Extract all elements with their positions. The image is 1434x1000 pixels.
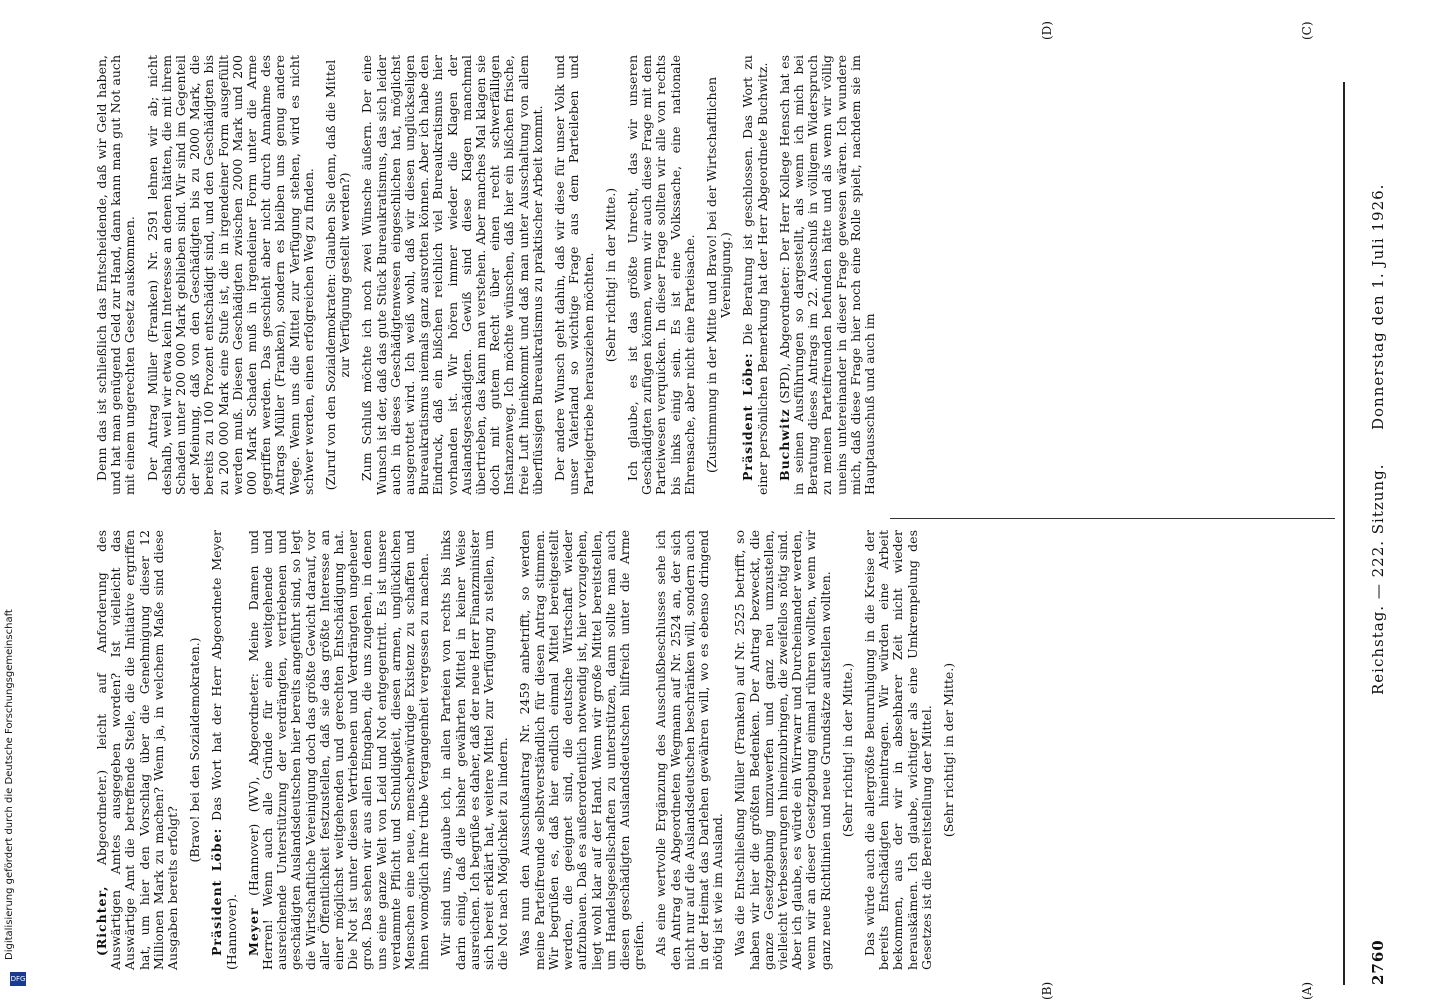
speaker-name: (Richter, [94, 885, 109, 956]
speaker-name: Präsident Löbe: [209, 827, 225, 956]
paragraph-text: Der Antrag Müller (Franken) Nr. 2591 lehnen wir ab; nicht deshalb, weil wir etwa kein Interesse an denen hätten, die mit ihrem Schaden unter 200 000 Mark geblieben sind. Wir sind im Gegenteil der Meinung, daß von den Geschädigten bis zu 2000 Mark, die bereits zu 100 Prozent entschädigt sind, und den Geschädigten bis zu 200 000 Mark eine Stufe ist, die in irgendeiner Form ausgefüllt werden muß. Diesen Geschädigten zwischen 2000 Mark und 200 000 Mark Schaden muß in irgendeiner Form unter die Arme gegriffen werden. Das geschieht aber nicht durch Annahme des Antrags Müller (Franken), sondern es bleiben uns genug andere Wege. Wenn uns die Mittel zur Verfügung stehen, wird es nicht schwer werden, einen erfolgreichen Weg zu finden. [144, 55, 316, 495]
interjection-text: (Sehr richtig! in der Mitte.) [602, 187, 618, 363]
speech-opening [210, 530, 238, 970]
paragraph [439, 530, 510, 970]
interjection [942, 530, 956, 970]
speech-opening [247, 530, 432, 970]
paragraph-text: Der Herr Kollege Hensch hat es in seinen Ausführungen so dargestellt, als wenn ich mich bei Beratung dieses Antrags im 22. Ausschuß in völligem Widerspruch zu meinen Parteifreunden befunden hätte und als wenn wir völlig uneins untereinander in dieser Frage gewesen wären. Ich wundere mich, daß diese Frage hier noch eine Rolle spielt, nachdem sie im Hauptausschuß und auch im [776, 55, 877, 495]
paragraph-text: Zum Schluß möchte ich noch zwei Wünsche äußern. Der eine Wunsch ist der, daß das gute Stück Bureaukratismus, das sich leider auch in dieses Geschädigtenwesen eingeschlichen hat, möglichst ausgerottet wird. Ich weiß wohl, daß wir diesen unglückseligen Bureaukratismus niemals ganz ausrotten können. Aber ich habe den Eindruck, daß ein bißchen reichlich viel Bureaukratismus hier vorhanden ist. Wir hören immer wieder die Klagen der Auslandsgeschädigten. Gewiß sind diese Klagen manchmal übertrieben, das kann man verstehen. Aber manches Mal klagen sie doch mit gutem Recht über einen recht schwerfälligen Instanzenweg. Ich möchte wünschen, daß hier ein bißchen frische, freie Luft hineinkommt und daß man unter Ausschaltung von allem überflüssigen Bureaukratismus zu praktischer Arbeit kommt. [359, 55, 545, 495]
paragraph [360, 55, 545, 495]
paragraph-text: leicht auf Anforderung des Auswärtigen Amtes ausgegeben worden? Ist vielleicht das Auswärtige Amt die betreffende Stelle, die die Initiative ergriffen hat, um hier den Vorschlag über die Genehmigung dieser 12 Millionen Mark zu machen? Wenn ja, in welchem Maße sind diese Ausgaben bereits erfolgt? [94, 530, 181, 970]
interjection-text: (Sehr richtig! in der Mitte.) [839, 662, 855, 838]
paragraph-text: Wir sind uns, glaube ich, in allen Parteien von rechts bis links darin einig, daß die bisher gewährten Mittel in keiner Weise ausreichen. Ich begrüße es daher, daß der neue Herr Finanzminister sich bereit erklärt hat, weitere Mittel zur Verfügung zu stellen, um die Not nach Möglichkeit zu lindern. [438, 530, 511, 970]
column-separator [890, 518, 1335, 519]
paragraph [95, 55, 138, 495]
margin-marker-a: (A) [1300, 981, 1314, 1000]
speaker-role: Abgeordneter.) [94, 769, 109, 866]
interjection-text: (Zuruf von den Sozialdemokraten: Glauben Sie denn, daß die Mittel zur Verfügung gestellt werden?) [323, 59, 353, 491]
publication-title: Reichstag. — 222. Sitzung. [1369, 463, 1387, 695]
interjection-text: (Bravo! bei den Sozialdemokraten.) [187, 637, 203, 863]
paragraph [146, 55, 316, 495]
paragraph [553, 55, 596, 495]
paragraph [518, 530, 646, 970]
interjection [188, 530, 202, 970]
speech-opening [778, 55, 877, 495]
interjection-text: (Zustimmung in der Mitte und Bravo! bei der Wirtschaftlichen Vereinigung.) [703, 76, 734, 474]
footer-credit: Digitalisierung gefördert durch die Deutsche Forschungsgemeinschaft [4, 609, 15, 960]
header-rule [1343, 82, 1345, 985]
speaker-name: Präsident Löbe: [740, 352, 756, 481]
right-text-column [95, 55, 1335, 495]
paragraph-text: Als eine wertvolle Ergänzung des Ausschußbeschlusses sehe ich den Antrag des Abgeordneten Wegmann auf Nr. 2524 an, der sich nicht nur auf die Auslandsdeutschen beschränken will, sondern auch in der Heimat das Darlehen gewähren will, wo es ebenso dringend nötig ist wie im Ausland. [653, 530, 726, 970]
left-text-column [95, 530, 1335, 970]
paragraph-text: Was nun den Ausschußantrag Nr. 2459 anbetrifft, so werden meine Parteifreunde selbstverständlich für diesen Antrag stimmen. Wir begrüßen es, daß hier endlich einmal Mittel bereitgestellt werden, die geeignet sind, die deutsche Wirtschaft wieder aufzubauen. Daß es außerordentlich notwendig ist, hier vorzugehen, liegt wohl klar auf der Hand. Wenn wir große Mittel bereitstellen, um Handelsgesellschaften zu unterstützen, dann sollte man auch diesen geschädigten Auslandsdeutschen hilfreich unter die Arme greifen. [517, 530, 647, 970]
paragraph [626, 55, 697, 495]
speaker-name: Meyer [245, 907, 261, 956]
margin-marker-c: (C) [1300, 21, 1314, 40]
dfg-logo: DFG [10, 972, 26, 986]
paragraph [863, 530, 934, 970]
margin-marker-d: (D) [1040, 21, 1054, 40]
paragraph-text: Ich glaube, es ist das größte Unrecht, das wir unseren Geschädigten zufügen können, wenn wir auch diese Frage mit dem Parteiwesen verquicken. In dieser Frage sollten wir alle von rechts bis links einig sein. Es ist eine Volkssache, eine nationale Ehrensache, aber nicht eine Parteisache. [624, 55, 697, 495]
margin-marker-b: (B) [1040, 981, 1054, 1000]
paragraph-text: Das Wort hat der Herr Abgeordnete Meyer (Hannover). [209, 530, 239, 970]
paragraph-text: Der andere Wunsch geht dahin, daß wir diese für unser Volk und unser Vaterland so wichtige Frage aus dem Parteileben und Parteigetriebe herausziehen möchten. [552, 55, 596, 495]
paragraph-text: Denn das ist schließlich das Entscheidende, daß wir Geld haben, und hat man genügend Geld zur Hand, dann kann man gut Not auch mit einem ungerechten Gesetz auskommen. [94, 55, 138, 495]
speech-opening [95, 530, 180, 970]
speaker-name: Buchwitz [776, 408, 792, 481]
paragraph-text: Meine Damen und Herren! Wenn auch alle Gründe für eine weitgehende und ausreichende Unterstützung der verdrängten, vertriebenen und geschädigten Auslandsdeutschen hier bereits angeführt sind, so legt die Wirtschaftliche Vereinigung doch das größte Gewicht darauf, vor aller Öffentlichkeit festzustellen, daß sie das größte Interesse an einer möglichst weitgehenden und gerechten Entschädigung hat. Die Not ist unter diesen Vertriebenen und Verdrängten ungeheuer groß. Das sehen wir aus allen Eingaben, die uns zugehen, in denen uns eine ganze Welt von Leid und Not entgegentritt. Es ist unsere verdammte Pflicht und Schuldigkeit, diesen armen, unglücklichen Menschen eine neue, menschenwürdige Existenz zu schaffen und ihnen womöglich ihre trübe Vergangenheit vergessen zu machen. [245, 529, 432, 970]
interjection-text: (Sehr richtig! in der Mitte.) [940, 662, 956, 838]
interjection [841, 530, 855, 970]
paragraph [654, 530, 725, 970]
speech-opening [741, 55, 769, 495]
speaker-role: (SPD), Abgeordneter: [776, 266, 792, 404]
interjection [324, 55, 352, 495]
paragraph [733, 530, 832, 970]
page-number: 2760 [1369, 939, 1387, 985]
paragraph-text: Die Beratung ist geschlossen. Das Wort zu einer persönlichen Bemerkung hat der Herr Abgeordnete Buchwitz. [740, 55, 770, 495]
session-date: Donnerstag den 1. Juli 1926. [1369, 183, 1387, 430]
page-header [1363, 85, 1393, 985]
paragraph-text: Das würde auch die allergrößte Beunruhigung in die Kreise der bereits Entschädigten hineintragen. Wir würden eine Arbeit bekommen, aus der wir in absehbarer Zeit nicht wieder herauskämen. Ich glaube, wichtiger als eine Umkrempelung des Gesetzes ist die Bereitstellung der Mittel. [861, 530, 934, 970]
speaker-role: (Hannover) (WV), Abgeordneter: [245, 673, 261, 896]
interjection [705, 55, 733, 495]
interjection [604, 55, 618, 495]
paragraph-text: Was die Entschließung Müller (Franken) auf Nr. 2525 betrifft, so haben wir hier die größten Bedenken. Der Antrag bezweckt, die ganze Gesetzgebung umzuwerfen und ganz neu umzustellen, vielleicht Verbesserungen hineinzubringen, die zweifellos nötig sind. Aber ich glaube, es würde ein Wirrwarr und Durcheinander werden, wenn wir an dieser Gesetzgebung einmal rühren wollten, wenn wir ganz neue Richtlinien und neue Grundsätze aufstellen wollten. [732, 530, 833, 970]
